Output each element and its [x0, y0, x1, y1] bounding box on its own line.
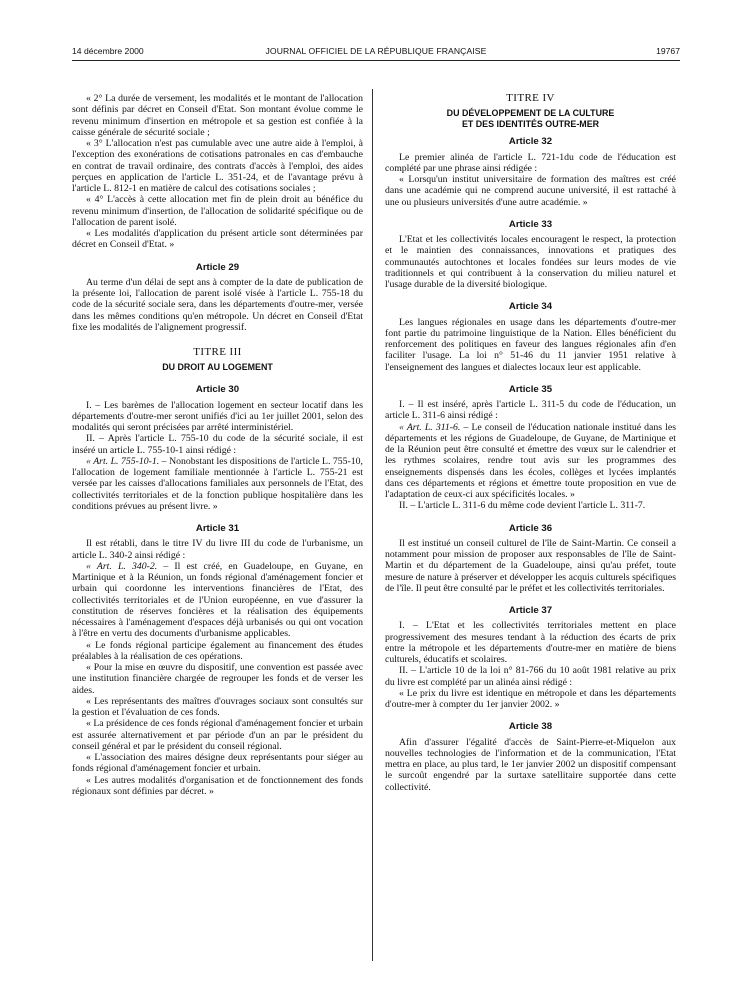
paragraph: « Les modalités d'application du présent article sont déterminées par décret en Conseil d'Etat. » — [72, 228, 363, 251]
paragraph: Au terme d'un délai de sept ans à compter de la date de publication de la présente loi, l'allocation de parent isolé visée à l'article L. 755-18 du code de la sécurité sociale sera, dans les départements d'outre-mer, versée dans les mêmes conditions qu'en métropole. Un décret en Conseil d'Etat fixe les modalités de l'alignement progressif. — [72, 276, 363, 333]
article-heading: Article 36 — [508, 522, 553, 534]
paragraph: « Pour la mise en œuvre du dispositif, une convention est passée avec une institution financière chargée de regrouper les fonds et de verser les aides. — [72, 662, 363, 696]
article-heading: Article 30 — [195, 384, 240, 396]
header-page-number: 19767 — [656, 46, 680, 56]
paragraph: « La présidence de ces fonds régional d'aménagement foncier et urbain est assurée alternativement et par période d'un an par le président du conseil général et par le président du conseil régional. — [72, 718, 363, 752]
header-date: 14 décembre 2000 — [72, 46, 144, 56]
column-divider — [372, 89, 373, 961]
paragraph: « Le prix du livre est identique en métropole et dans les départements d'outre-mer à compter du 1er janvier 2002. » — [385, 687, 676, 710]
article-heading: Article 31 — [195, 523, 240, 534]
article-heading: Article 38 — [508, 721, 553, 733]
titre-subheading: ET DES IDENTITÉS OUTRE-MER — [461, 119, 600, 130]
paragraph: I. – Les barèmes de l'allocation logement en secteur locatif dans les départements d'outre-mer seront unifiés d'ici au 1er juillet 2001, selon des modalités qui seront précisées par arrêté interministériel. — [72, 399, 363, 433]
article-heading: Article 32 — [508, 136, 553, 148]
header-rule — [72, 60, 680, 61]
article-heading: Article 34 — [508, 301, 553, 313]
paragraph: II. – Après l'article L. 755-10 du code de la sécurité sociale, il est inséré un article L. 755-10-1 ainsi rédigé : — [72, 433, 363, 456]
paragraph: I. – L'Etat et les collectivités territoriales mettent en place progressivement des mesures tendant à la réduction des écarts de prix entre la métropole et les départements d'outre-mer en matière de biens culturels, éducatifs et scolaires. — [385, 620, 676, 665]
paragraph — [72, 561, 363, 640]
article-reference: « Art. L. 755-10-1. — [86, 455, 160, 467]
titre-heading: TITRE IV — [506, 92, 555, 104]
paragraph: II. – L'article 10 de la loi n° 81-766 du 10 août 1981 relative au prix du livre est complété par un alinéa ainsi rédigé : — [385, 665, 676, 688]
paragraph: « 2° La durée de versement, les modalités et le montant de l'allocation sont définis par décret en Conseil d'Etat. Son montant évolue comme le revenu minimum d'insertion en métropole et sa gestion est confiée à la caisse générale de sécurité sociale ; — [72, 93, 363, 138]
article-heading: Article 37 — [508, 605, 553, 616]
article-heading: Article 29 — [195, 261, 240, 273]
paragraph: « Le fonds régional participe également au financement des études préalables à la réalisation de ces opérations. — [72, 639, 363, 662]
paragraph: « Lorsqu'un institut universitaire de formation des maîtres est créé dans une académie qui ne comprend aucune université, il est rattaché à une ou plusieurs universités d'une autre académie. » — [385, 174, 676, 208]
titre-heading: TITRE III — [193, 346, 242, 358]
page-header — [72, 46, 680, 60]
paragraph: « L'association des maires désigne deux représentants pour siéger au fonds régional d'aménagement foncier et urbain. — [72, 752, 363, 775]
paragraph — [385, 422, 676, 501]
paragraph-text: – Le conseil de l'éducation nationale institué dans les départements et les régions de Guadeloupe, de Guyane, de Martinique et de la Réunion peut être consulté et émettre des vœux sur le calendrier et les rythmes scolaires, rendre tout avis sur les programmes des enseignements dispensés dans les écoles, collèges et lycées implantés dans ces départements et régions et émettre toute proposition en vue de l'adaptation de ceux-ci aux spécificités locales. » — [385, 421, 676, 500]
paragraph: L'Etat et les collectivités locales encouragent le respect, la protection et le maintien des connaissances, innovations et pratiques des communautés autochtones et locales fondées sur leurs modes de vie traditionnels et qui contribuent à la conservation du milieu naturel et l'usage durable de la diversité biologique. — [385, 234, 676, 290]
paragraph: « 3° L'allocation n'est pas cumulable avec une autre aide à l'emploi, à l'exception des exonérations de cotisations patronales en cas d'embauche en contrat de travail ordinaire, des contrats d'accès à l'emploi, des aides perçues en application de l'article L. 351-24, et de l'avantage prévu à l'article L. 812-1 en matière de calcul des cotisations sociales ; — [72, 138, 363, 194]
paragraph: II. – L'article L. 311-6 du même code devient l'article L. 311-7. — [399, 500, 646, 512]
paragraph-text: – Nonobstant les dispositions de l'article L. 755-10, l'allocation de logement familiale mentionnée à l'article L. 755-21 est versée par les caisses d'allocations familiales aux personnels de l'Etat, des collectivités territoriales et de la fonction publique hospitalière dans les conditions prévues au présent livre. » — [72, 455, 363, 512]
paragraph: Afin d'assurer l'égalité d'accès de Saint-Pierre-et-Miquelon aux nouvelles technologies de l'information et de la communication, l'Etat mettra en place, au plus tard, le 1er janvier 2002 un dispositif compensant le surcoût engendré par la surtaxe satellitaire supportée dans cette collectivité. — [385, 736, 676, 793]
paragraph: Il est institué un conseil culturel de l'île de Saint-Martin. Ce conseil a notamment pour mission de proposer aux responsables de l'île de Saint-Martin et du département de la Guadeloupe, ainsi qu'au préfet, toute mesure de nature à préserver et développer les acquis culturels spécifiques de l'île. Il peut être consulté par le préfet et les collectivités territoriales. — [385, 537, 676, 594]
paragraph: « Les représentants des maîtres d'ouvrages sociaux sont consultés sur la gestion et l'évaluation de ces fonds. — [72, 695, 363, 718]
paragraph: « 4° L'accès à cette allocation met fin de plein droit au bénéfice du revenu minimum d'insertion, de l'allocation de solidarité spécifique ou de l'allocation de parent isolé. — [72, 194, 363, 228]
paragraph-text: – Il est créé, en Guadeloupe, en Guyane, en Martinique et à la Réunion, un fonds régional d'aménagement foncier et urbain qui coordonne les interventions financières de l'Etat, des collectivités territoriales et de l'Union européenne, en vue d'assurer la constitution de réserves foncières et la réalisation des équipements nécessaires à l'aménagement d'espaces déjà urbanisés ou qui ont vocation à l'être en vertu des documents d'urbanisme applicables. — [72, 560, 363, 640]
article-heading: Article 35 — [508, 383, 553, 395]
left-column — [72, 93, 363, 797]
paragraph: I. – Il est inséré, après l'article L. 311-5 du code de l'éducation, un article L. 311-6 ainsi rédigé : — [385, 399, 676, 422]
header-journal-title: JOURNAL OFFICIEL DE LA RÉPUBLIQUE FRANÇAISE — [265, 46, 487, 56]
article-heading: Article 33 — [508, 218, 553, 230]
right-column — [385, 93, 676, 793]
paragraph: « Les autres modalités d'organisation et de fonctionnement des fonds régionaux sont définies par décret. » — [72, 774, 363, 797]
paragraph: Il est rétabli, dans le titre IV du livre III du code de l'urbanisme, un article L. 340-2 ainsi rédigé : — [72, 538, 363, 561]
article-reference: « Art. L. 311-6. — [399, 421, 461, 433]
paragraph: Le premier alinéa de l'article L. 721-1du code de l'éducation est complété par une phrase ainsi rédigée : — [385, 151, 676, 174]
article-reference: « Art. L. 340-2. — [86, 560, 158, 572]
titre-subheading: DU DROIT AU LOGEMENT — [162, 362, 273, 373]
paragraph: Les langues régionales en usage dans les départements d'outre-mer font partie du patrimoine linguistique de la Nation. Elles bénéficient du renforcement des politiques en faveur des langues régionales afin d'en faciliter l'usage. La loi n° 51-46 du 11 janvier 1951 relative à l'enseignement des langues et dialectes locaux leur est applicable. — [385, 316, 676, 373]
paragraph — [72, 456, 363, 512]
titre-subheading: DU DÉVELOPPEMENT DE LA CULTURE — [446, 108, 615, 119]
